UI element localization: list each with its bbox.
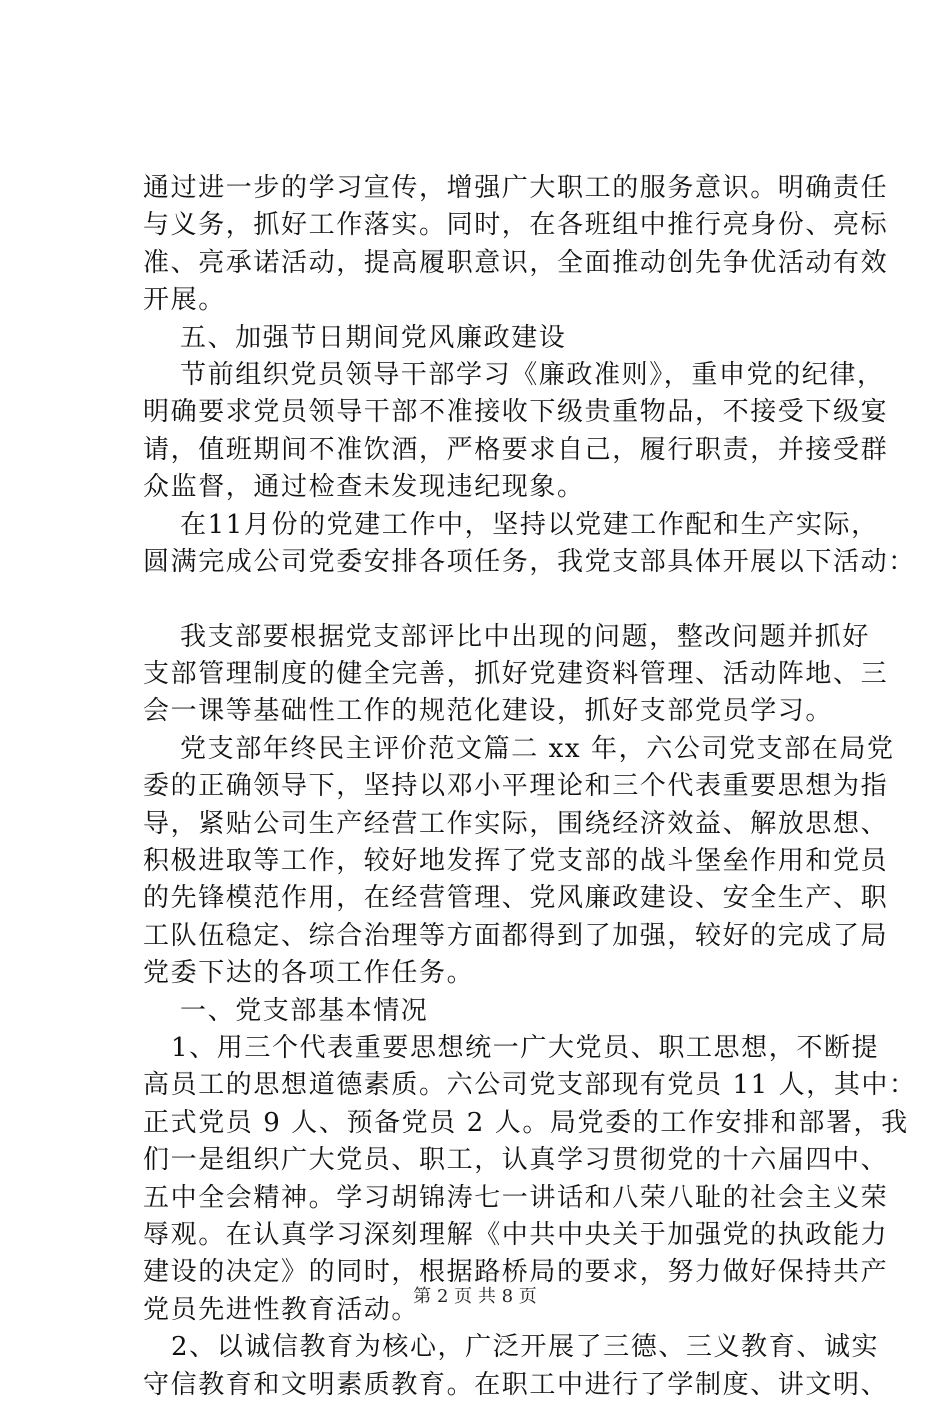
text-line: 积极进取等工作，较好地发挥了党支部的战斗堡垒作用和党员	[143, 846, 889, 877]
text-line: 请，值班期间不准饮酒，严格要求自己，履行职责，并接受群	[143, 434, 889, 465]
text-line: 高员工的思想道德素质。六公司党支部现有党员 11 人，其中：	[143, 1070, 917, 1101]
text-line: 支部管理制度的健全完善，抓好党建资料管理、活动阵地、三	[143, 659, 889, 690]
text-line: 五中全会精神。学习胡锦涛七一讲话和八荣八耻的社会主义荣	[143, 1182, 889, 1213]
text-line: 开展。	[143, 285, 226, 316]
page-footer	[0, 1282, 950, 1308]
text-line: 党员先进性教育活动。	[143, 1294, 420, 1325]
text-line: 1、用三个代表重要思想统一广大党员、职工思想，不断提	[171, 1032, 880, 1063]
text-line: 我支部要根据党支部评比中出现的问题，整改问题并抓好	[180, 621, 871, 652]
text-line: 众监督，通过检查未发现违纪现象。	[143, 472, 585, 503]
section-heading: 一、党支部基本情况	[180, 995, 429, 1026]
text-line: 建设的决定》的同时，根据路桥局的要求，努力做好保持共产	[143, 1257, 889, 1288]
text-line: 们一是组织广大党员、职工，认真学习贯彻党的十六届四中、	[143, 1145, 889, 1176]
text-line: 会一课等基础性工作的规范化建设，抓好支部党员学习。	[143, 696, 834, 727]
document-body	[143, 170, 917, 1404]
text-line: 2、以诚信教育为核心，广泛开展了三德、三义教育、诚实	[171, 1332, 880, 1363]
blank-line	[143, 581, 833, 618]
text-line: 通过进一步的学习宣传，增强广大职工的服务意识。明确责任	[143, 173, 889, 203]
text-line: 的先锋模范作用，在经营管理、党风廉政建设、安全生产、职	[143, 883, 889, 914]
text-line: 准、亮承诺活动，提高履职意识，全面推动创先争优活动有效	[143, 247, 889, 278]
text-line: 委的正确领导下，坚持以邓小平理论和三个代表重要思想为指	[143, 771, 889, 802]
text-line: 节前组织党员领导干部学习《廉政准则》，重申党的纪律，	[180, 359, 885, 390]
text-line: 党支部年终民主评价范文篇二 xx 年，六公司党支部在局党	[180, 733, 895, 764]
text-line: 正式党员 9 人、预备党员 2 人。局党委的工作安排和部署，我	[143, 1107, 909, 1138]
section-heading: 五、加强节日期间党风廉政建设	[180, 322, 567, 353]
text-line: 在11月份的党建工作中，坚持以党建工作配和生产实际，	[180, 509, 879, 540]
text-line: 守信教育和文明素质教育。在职工中进行了学制度、讲文明、	[143, 1369, 889, 1400]
text-line: 与义务，抓好工作落实。同时，在各班组中推行亮身份、亮标	[143, 210, 889, 241]
text-line: 党委下达的各项工作任务。	[143, 958, 475, 989]
page-number-label: 第 2 页 共 8 页	[413, 1286, 537, 1307]
text-line: 圆满完成公司党委安排各项任务，我党支部具体开展以下活动：	[143, 546, 916, 577]
text-line: 辱观。在认真学习深刻理解《中共中央关于加强党的执政能力	[143, 1219, 889, 1250]
text-line: 导，紧贴公司生产经营工作实际，围绕经济效益、解放思想、	[143, 808, 889, 839]
text-line: 工队伍稳定、综合治理等方面都得到了加强，较好的完成了局	[143, 920, 889, 951]
text-line: 明确要求党员领导干部不准接收下级贵重物品，不接受下级宴	[143, 397, 889, 428]
